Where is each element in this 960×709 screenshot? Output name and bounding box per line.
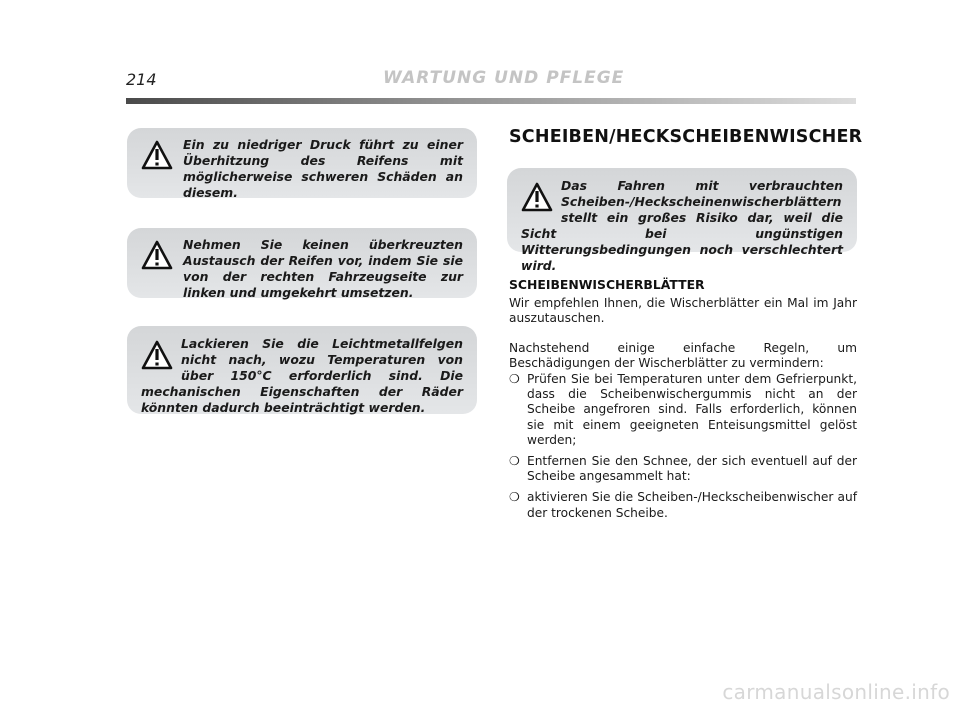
warning-triangle-icon — [141, 140, 173, 170]
list-item — [509, 454, 857, 484]
paragraph-rules: Nachstehend einige einfache Regeln, um Beschädigungen der Wischerblätter zu vermindern: — [509, 341, 857, 371]
warning-triangle-icon — [141, 340, 173, 370]
bullet-circle-icon: ❍ — [509, 454, 520, 469]
watermark: carmanualsonline.info — [722, 680, 950, 704]
warning-triangle-icon — [141, 240, 173, 270]
list-item-text: Prüfen Sie bei Temperaturen unter dem Gefrierpunkt, dass die Scheibenwischergummis nicht an der Scheibe angefroren sind. Falls erforderlich, können sie mit einem geeigneten Enteisungsmittel gelöst werden; — [527, 372, 857, 447]
subsection-title: SCHEIBENWISCHERBLÄTTER — [509, 277, 705, 292]
header-rule — [126, 98, 856, 104]
list-item-text: aktivieren Sie die Scheiben-/Heckscheibenwischer auf der trockenen Scheibe. — [527, 490, 857, 520]
warning-box-wiper-blades — [507, 168, 857, 273]
warning-text: Nehmen Sie keinen überkreuzten Austausch der Reifen vor, indem Sie sie von der rechten Fahrzeugseite zur linken und umgekehrt umsetzen. — [183, 237, 463, 300]
list-item — [509, 372, 857, 448]
bullet-circle-icon: ❍ — [509, 372, 520, 386]
page-header-title: WARTUNG UND PFLEGE — [383, 68, 625, 88]
section-title: SCHEIBEN/HECKSCHEIBENWISCHER — [509, 127, 863, 147]
wiper-care-list — [509, 372, 857, 527]
bullet-circle-icon: ❍ — [509, 490, 520, 505]
warning-triangle-icon — [521, 182, 553, 212]
paragraph-intro: Wir empfehlen Ihnen, die Wischerblätter ein Mal im Jahr auszutauschen. — [509, 296, 857, 326]
warning-box-tire-pressure — [127, 128, 477, 198]
warning-text: Lackieren Sie die Leichtmetallfelgen nicht nach, wozu Temperaturen von über 150°C erforderlich sind. Die mechanischen Eigenschaften der Räder könnten dadurch beeinträchtigt werden. — [141, 336, 463, 415]
list-item — [509, 490, 857, 520]
list-item-text: Entfernen Sie den Schnee, der sich eventuell auf der Scheibe angesammelt hat: — [527, 454, 857, 484]
warning-box-tire-swap — [127, 228, 477, 298]
warning-text: Das Fahren mit verbrauchten Scheiben-/Heckscheinenwischerblättern stellt ein großes Risiko dar, weil die Sicht bei ungünstigen Witterungsbedingungen noch verschlechtert wird. — [521, 178, 843, 273]
warning-box-alloy-wheels — [127, 326, 477, 414]
page-number: 214 — [126, 70, 157, 89]
warning-text: Ein zu niedriger Druck führt zu einer Überhitzung des Reifens mit möglicherweise schweren Schäden an diesem. — [183, 137, 463, 200]
